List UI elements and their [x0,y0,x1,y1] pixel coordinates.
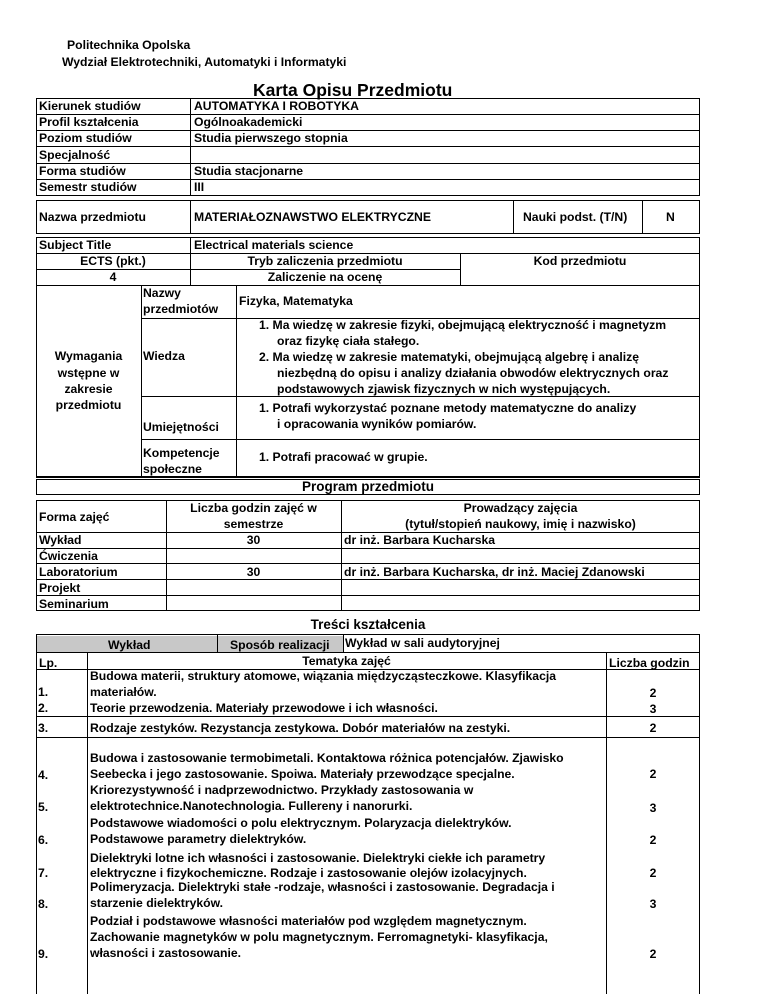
topic-text-line: Rodzaje zestyków. Rezystancja zestykowa. Dobór materiałów na zestyki. [90,721,511,735]
knowledge-item-2-line2: niezbędną do opisu i analizy działania obwodów elektrycznych oraz [277,366,669,380]
knowledge-item-1-line1: 1. Ma wiedzę w zakresie fizyki, obejmującą elektryczność i magnetyzm [259,318,667,332]
topic-lp: 6. [38,833,49,847]
basic-science-value: N [666,210,675,224]
topic-text-line: Podstawowe wiadomości o polu elektrycznym. Polaryzacja dielektryków. [90,816,512,830]
skills-label: Umiejętności [143,420,219,434]
topic-hours: 2 [649,866,657,880]
study-value-form: Studia stacjonarne [194,164,304,178]
program-row-form: Wykład [39,533,82,547]
topic-text-line: Seebecka i jego zastosowanie. Spoiwa. Materiały przewodzące specjalne. [90,767,515,781]
subject-names-label-line1: Nazwy [143,286,181,300]
topic-hours: 3 [649,801,657,815]
ects-value: 4 [109,270,117,284]
topic-text-line: materiałów. [90,685,157,699]
content-col-lp: Lp. [39,656,58,670]
program-col-teacher-line2: (tytuł/stopień naukowy, imię i nazwisko) [405,517,636,531]
subject-name-value: MATERIAŁOZNAWSTWO ELEKTRYCZNE [194,210,431,224]
study-value-semester: III [194,180,205,194]
topic-hours: 2 [649,686,657,700]
program-row-teacher: dr inż. Barbara Kucharska, dr inż. Maciej Zdanowski [344,565,645,579]
study-label-semester: Semestr studiów [39,180,137,194]
assessment-mode-label: Tryb zaliczenia przedmiotu [247,254,403,268]
topic-hours: 2 [649,833,657,847]
study-value-direction: AUTOMATYKA I ROBOTYKA [194,99,359,113]
content-title: Treści kształcenia [310,617,426,632]
topic-hours: 2 [649,767,657,781]
content-col-hours: Liczba godzin [609,656,690,670]
study-value-level: Studia pierwszego stopnia [194,131,348,145]
topic-lp: 9. [38,947,49,961]
document-title: Karta Opisu Przedmiotu [253,80,453,100]
program-row-form: Projekt [39,581,81,595]
subject-names-value: Fizyka, Matematyka [239,294,353,308]
knowledge-item-1-line2: oraz fizykę ciała stałego. [277,334,420,348]
topic-text-line: Zachowanie magnetyków w polu magnetycznym. Ferromagnetyki- klasyfikacja, [90,930,548,944]
topic-lp: 2. [38,701,49,715]
study-label-level: Poziom studiów [39,131,132,145]
program-row-form: Laboratorium [39,565,118,579]
content-method-value: Wykład w sali audytoryjnej [345,636,500,650]
subject-title-label: Subject Title [39,238,112,252]
topic-lp: 1. [38,685,49,699]
topic-lp: 4. [38,768,49,782]
topic-text-line: Dielektryki lotne ich własności i zastosowanie. Dielektryki ciekłe ich parametry [90,851,546,865]
assessment-mode-value: Zaliczenie na ocenę [267,270,383,284]
content-method-label: Sposób realizacji [230,638,330,652]
requirements-title-line1: Wymagania [54,349,123,363]
requirements-title-line4: przedmiotu [55,398,122,412]
ects-label: ECTS (pkt.) [80,254,146,268]
topic-text-line: własności i zastosowanie. [90,946,242,960]
topic-lp: 3. [38,721,49,735]
program-col-teacher-line1: Prowadzący zajęcia [463,501,578,515]
program-row-form: Seminarium [39,597,109,611]
topic-hours: 2 [649,947,657,961]
skills-item-1-line1: 1. Potrafi wykorzystać poznane metody matematyczne do analizy [259,401,637,415]
topic-text-line: Polimeryzacja. Dielektryki stałe -rodzaje, własności i zastosowanie. Degradacja i [90,880,555,894]
topic-hours: 3 [649,702,657,716]
program-title: Program przedmiotu [301,479,434,494]
topic-hours: 2 [649,721,657,735]
topic-text-line: starzenie dielektryków. [90,896,223,910]
topic-text-line: elektryczne i fizykochemiczne. Rodzaje i zastosowanie olejów izolacyjnych. [90,866,527,880]
requirements-title-line2: wstępne w [57,366,120,380]
program-row-teacher: dr inż. Barbara Kucharska [344,533,496,547]
study-value-profile: Ogólnoakademicki [194,115,303,129]
study-label-profile: Profil kształcenia [39,115,139,129]
topic-text-line: elektrotechnice.Nanotechnologia. Fullereny i nanorurki. [90,799,413,813]
study-label-form: Forma studiów [39,164,126,178]
program-col-hours-line2: semestrze [223,517,284,531]
knowledge-item-2-line1: 2. Ma wiedzę w zakresie matematyki, obejmującą algebrę i analizę [259,350,640,364]
social-competence-label-line2: społeczne [143,462,202,476]
study-label-direction: Kierunek studiów [39,99,141,113]
topic-hours: 3 [649,897,657,911]
subject-title-value: Electrical materials science [194,238,354,252]
university-name: Politechnika Opolska [67,38,191,52]
knowledge-item-2-line3: podstawowych zjawisk fizycznych w nich występujących. [277,382,611,396]
program-row-hours: 30 [246,565,261,579]
course-code-label: Kod przedmiotu [533,254,627,268]
topic-text-line: Budowa i zastosowanie termobimetali. Kontaktowa różnica potencjałów. Zjawisko [90,751,564,765]
program-col-hours-line1: Liczba godzin zajęć w [190,501,317,515]
study-label-specialty: Specjalność [39,148,111,162]
subject-names-label-line2: przedmiotów [143,302,219,316]
topic-lp: 7. [38,866,49,880]
requirements-title-line3: zakresie [64,382,113,396]
content-type-label: Wykład [108,638,151,652]
faculty-name: Wydział Elektrotechniki, Automatyki i Informatyki [62,55,347,69]
content-col-topic: Tematyka zajęć [302,654,391,668]
topic-lp: 5. [38,800,49,814]
basic-science-label: Nauki podst. (T/N) [523,210,628,224]
subject-name-label: Nazwa przedmiotu [39,210,146,224]
social-competence-item-1: 1. Potrafi pracować w grupie. [259,450,428,464]
topic-lp: 8. [38,897,49,911]
program-col-form: Forma zajęć [39,510,110,524]
skills-item-1-line2: i opracowania wyników pomiarów. [277,417,477,431]
program-row-hours: 30 [246,533,261,547]
topic-text-line: Kriorezystywność i nadprzewodnictwo. Przykłady zastosowania w [90,783,474,797]
program-row-form: Ćwiczenia [39,549,98,563]
topic-text-line: Teorie przewodzenia. Materiały przewodowe i ich własności. [90,701,438,715]
topic-text-line: Budowa materii, struktury atomowe, wiązania międzycząsteczkowe. Klasyfikacja [90,669,557,683]
social-competence-label-line1: Kompetencje [143,446,220,460]
knowledge-label: Wiedza [143,349,185,363]
topic-text-line: Podział i podstawowe własności materiałów pod względem magnetycznym. [90,914,527,928]
topic-text-line: Podstawowe parametry dielektryków. [90,832,307,846]
